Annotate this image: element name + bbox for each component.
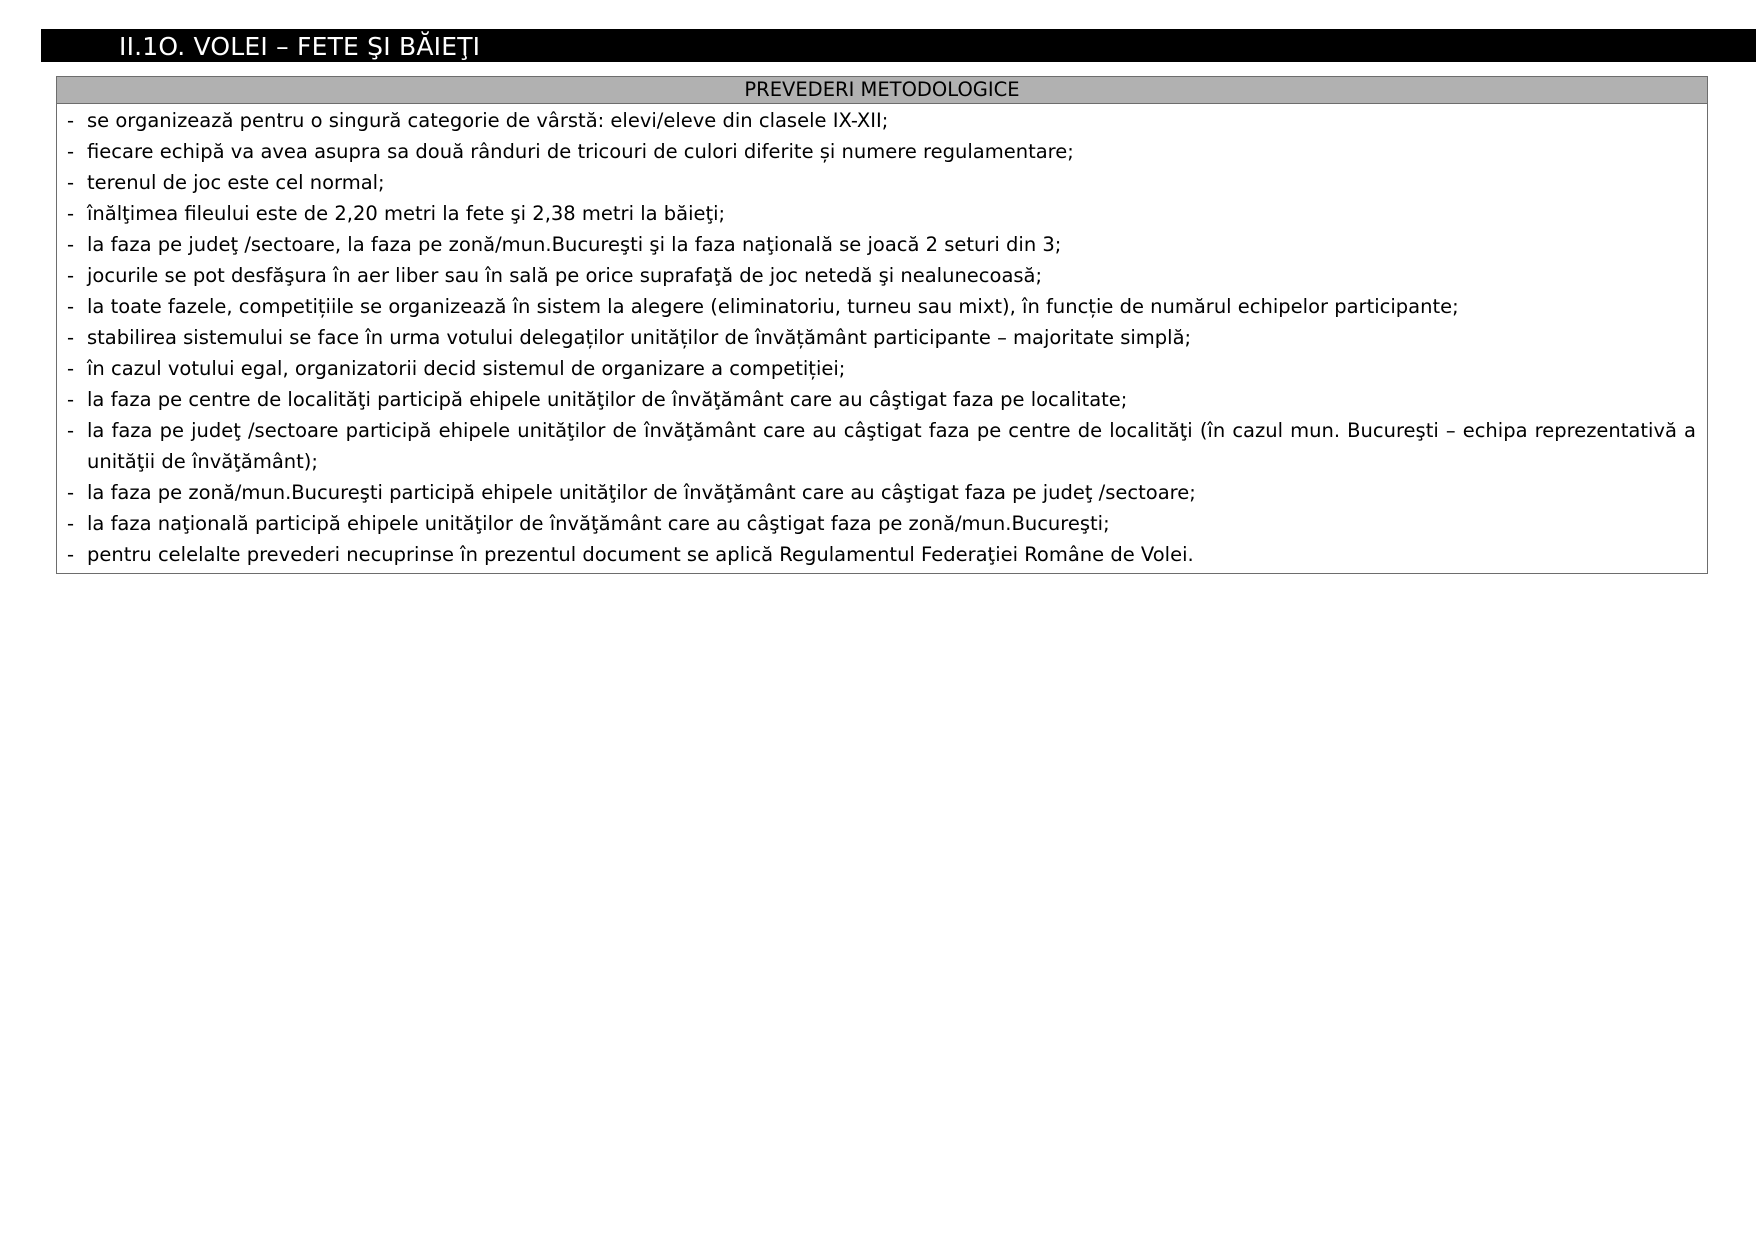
provision-text: terenul de joc este cel normal; — [87, 171, 385, 194]
bullet-dash: - — [67, 264, 75, 287]
provision-text: la faza pe zonă/mun.Bucureşti participă ehipele unităţilor de învăţământ care au câştigat faza pe judeţ /sectoare; — [87, 481, 1196, 504]
bullet-dash: - — [67, 388, 75, 411]
provision-text: la faza pe centre de localităţi participă ehipele unităţilor de învăţământ care au câştigat faza pe localitate; — [87, 388, 1128, 411]
bullet-dash: - — [67, 326, 75, 349]
provision-item — [63, 353, 1696, 384]
provisions-table — [56, 76, 1708, 574]
provision-item — [63, 105, 1696, 136]
provision-text: jocurile se pot desfăşura în aer liber sau în sală pe orice suprafaţă de joc netedă şi nealunecoasă; — [87, 264, 1043, 287]
provision-text: la toate fazele, competițiile se organizează în sistem la alegere (eliminatoriu, turneu sau mixt), în funcție de numărul echipelor participante; — [87, 295, 1459, 318]
bullet-dash: - — [67, 171, 75, 194]
provisions-header: PREVEDERI METODOLOGICE — [57, 77, 1707, 104]
provision-text: în cazul votului egal, organizatorii decid sistemul de organizare a competiției; — [87, 357, 846, 380]
bullet-dash: - — [67, 233, 75, 256]
provision-item — [63, 539, 1696, 570]
provision-item — [63, 508, 1696, 539]
provision-text: la faza pe judeţ /sectoare, la faza pe zonă/mun.Bucureşti şi la faza naţională se joacă 2 seturi din 3; — [87, 233, 1062, 256]
provision-text: la faza naţională participă ehipele unităţilor de învăţământ care au câştigat faza pe zonă/mun.Bucureşti; — [87, 512, 1110, 535]
provision-item — [63, 415, 1696, 477]
provision-item — [63, 229, 1696, 260]
bullet-dash: - — [67, 512, 75, 535]
provision-item — [63, 384, 1696, 415]
provision-item — [63, 477, 1696, 508]
provision-item — [63, 167, 1696, 198]
bullet-dash: - — [67, 481, 75, 504]
provision-text: la faza pe judeţ /sectoare participă ehipele unităţilor de învăţământ care au câştigat faza pe centre de localităţi (în cazul mun. Bucureşti – echipa reprezentativă a unităţii de învăţământ); — [87, 419, 1696, 473]
provision-text: fiecare echipă va avea asupra sa două rânduri de tricouri de culori diferite și numere regulamentare; — [87, 140, 1074, 163]
provision-item — [63, 198, 1696, 229]
section-title-bar — [41, 29, 1756, 62]
bullet-dash: - — [67, 202, 75, 225]
bullet-dash: - — [67, 543, 75, 566]
provision-item — [63, 322, 1696, 353]
bullet-dash: - — [67, 357, 75, 380]
provision-text: se organizează pentru o singură categorie de vârstă: elevi/eleve din clasele IX-XII; — [87, 109, 889, 132]
bullet-dash: - — [67, 295, 75, 318]
provision-item — [63, 136, 1696, 167]
bullet-dash: - — [67, 140, 75, 163]
bullet-dash: - — [67, 109, 75, 132]
provision-text: pentru celelalte prevederi necuprinse în prezentul document se aplică Regulamentul Federaţiei Române de Volei. — [87, 543, 1194, 566]
section-title: II.1O. VOLEI – FETE ŞI BĂIEŢI — [119, 32, 481, 61]
bullet-dash: - — [67, 419, 75, 442]
provision-item — [63, 291, 1696, 322]
provision-text: stabilirea sistemului se face în urma votului delegaților unităților de învățământ participante – majoritate simplă; — [87, 326, 1192, 349]
provisions-list — [57, 104, 1707, 573]
provision-text: înălţimea fileului este de 2,20 metri la fete şi 2,38 metri la băieţi; — [87, 202, 726, 225]
provision-item — [63, 260, 1696, 291]
